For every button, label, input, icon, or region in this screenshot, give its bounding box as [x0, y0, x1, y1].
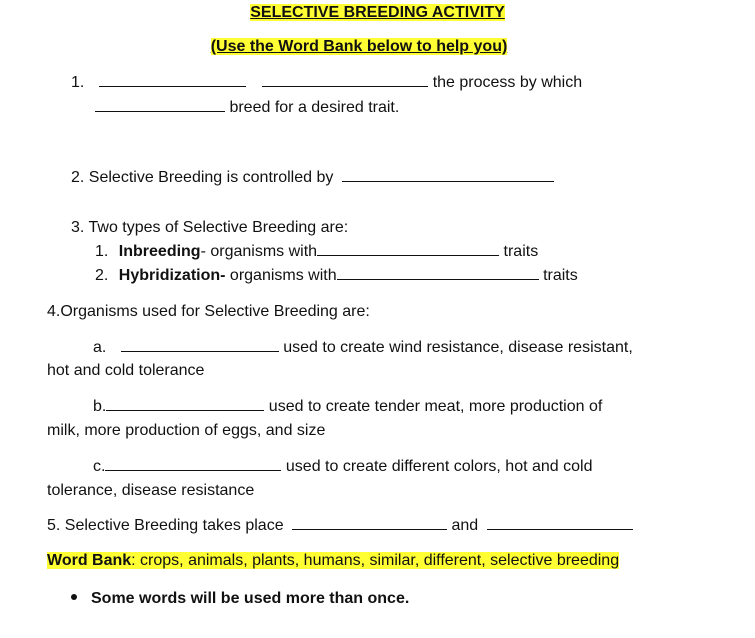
- q1-number: 1.: [71, 74, 85, 91]
- q4-item-a-rest: used to create wind resistance, disease resistant,: [283, 339, 633, 356]
- word-bank: [47, 551, 619, 571]
- q1-text-a: the process by which: [432, 74, 583, 91]
- q4-item-b-cont-text: milk, more production of eggs, and size: [47, 422, 326, 439]
- worksheet-title: SELECTIVE BREEDING ACTIVITY: [250, 4, 505, 21]
- q1-blank-1[interactable]: [99, 73, 246, 87]
- q1-blank-3[interactable]: [95, 98, 225, 112]
- title-row: [0, 3, 755, 23]
- q3-item-2-rest: organisms with: [225, 267, 337, 284]
- q4-item-c-blank[interactable]: [105, 457, 281, 471]
- q3-item-1-number: 1.: [95, 243, 109, 260]
- q5-and: and: [451, 517, 479, 534]
- q4-item-a-letter: a.: [93, 339, 107, 356]
- q4-item-b-cont: [47, 421, 325, 441]
- note-text: Some words will be used more than once.: [91, 590, 410, 607]
- q4-item-a: [93, 338, 633, 358]
- q3-item-1: [95, 242, 538, 262]
- worksheet-subtitle: (Use the Word Bank below to help you): [210, 38, 508, 55]
- q3-item-1-rest: - organisms with: [200, 243, 318, 260]
- q4-item-c-cont-text: tolerance, disease resistance: [47, 482, 255, 499]
- q3-item-2-term: Hybridization-: [118, 267, 226, 284]
- q3-text: 3. Two types of Selective Breeding are:: [71, 219, 349, 236]
- q4-item-b-letter: b.: [93, 398, 107, 415]
- q4-line: [47, 302, 370, 322]
- q3-item-2-blank[interactable]: [337, 266, 539, 280]
- q4-item-b-blank[interactable]: [106, 397, 264, 411]
- bullet-icon: [71, 594, 77, 600]
- q3-item-2: [95, 266, 578, 286]
- q2-blank[interactable]: [342, 168, 554, 182]
- q4-item-a-cont: [47, 361, 204, 381]
- q3-item-1-term: Inbreeding: [118, 243, 201, 260]
- q3-item-2-end: traits: [543, 267, 578, 284]
- q3-item-1-blank[interactable]: [317, 242, 499, 256]
- q4-item-c-rest: used to create different colors, hot and cold: [285, 458, 593, 475]
- word-bank-label: Word Bank: [47, 552, 132, 569]
- q3-item-1-end: traits: [503, 243, 539, 260]
- q4-item-b-rest: used to create tender meat, more production of: [268, 398, 603, 415]
- q1-text-b: breed for a desired trait.: [229, 99, 400, 116]
- q5-line: [47, 516, 633, 536]
- q5-text: 5. Selective Breeding takes place: [47, 517, 284, 534]
- note-row: [71, 589, 409, 609]
- q4-item-b: [93, 397, 602, 417]
- q5-blank-1[interactable]: [292, 516, 447, 530]
- q4-item-c-cont: [47, 481, 254, 501]
- q2-line: [71, 168, 554, 188]
- q3-line: [71, 218, 348, 238]
- word-bank-words: : crops, animals, plants, humans, similar, different, selective breeding: [131, 552, 620, 569]
- q2-text: 2. Selective Breeding is controlled by: [71, 169, 334, 186]
- q1-line-2: [95, 98, 399, 118]
- q1-blank-2[interactable]: [262, 73, 428, 87]
- q4-item-a-cont-text: hot and cold tolerance: [47, 362, 205, 379]
- subtitle-row: [0, 37, 718, 57]
- q1-line-1: [71, 73, 582, 93]
- q4-text: 4.Organisms used for Selective Breeding are:: [47, 303, 370, 320]
- q4-item-c-letter: c.: [93, 458, 106, 475]
- q4-item-a-blank[interactable]: [121, 338, 279, 352]
- q5-blank-2[interactable]: [487, 516, 633, 530]
- q3-item-2-number: 2.: [95, 267, 109, 284]
- q4-item-c: [93, 457, 592, 477]
